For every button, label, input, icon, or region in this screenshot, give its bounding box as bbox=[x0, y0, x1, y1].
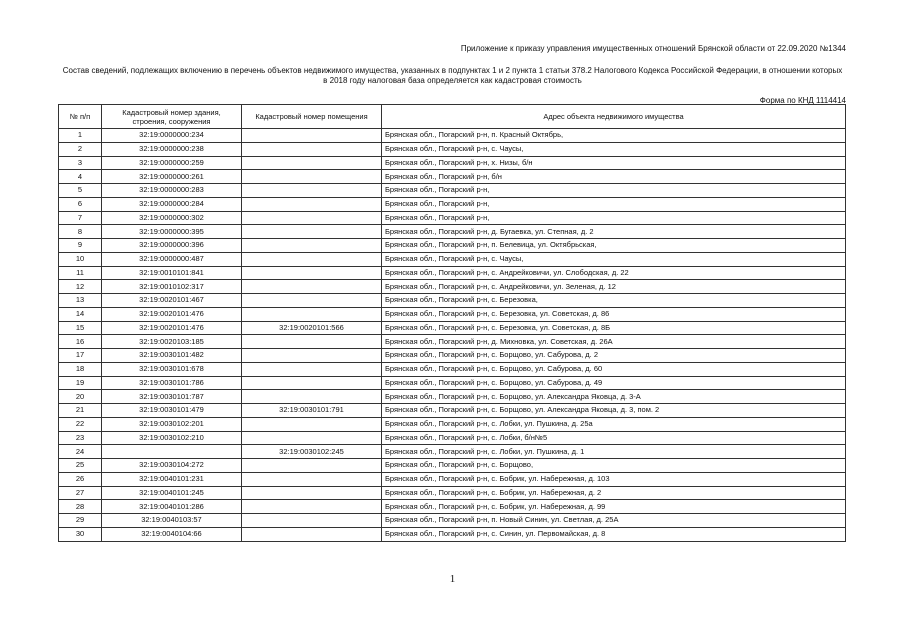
table-row bbox=[59, 211, 846, 225]
table-row bbox=[59, 225, 846, 239]
table-row bbox=[59, 294, 846, 308]
table-row bbox=[59, 459, 846, 473]
table-row bbox=[59, 349, 846, 363]
room-cadastral-cell bbox=[242, 225, 382, 239]
address-cell: Брянская обл., Погарский р-н, с. Бобрик, ул. Набережная, д. 2 bbox=[382, 486, 846, 500]
row-number-cell: 15 bbox=[59, 321, 102, 335]
building-cadastral-cell: 32:19:0040101:286 bbox=[102, 500, 242, 514]
row-number-cell: 4 bbox=[59, 170, 102, 184]
room-cadastral-cell bbox=[242, 527, 382, 541]
room-cadastral-cell bbox=[242, 472, 382, 486]
room-cadastral-cell bbox=[242, 239, 382, 253]
row-number-cell: 8 bbox=[59, 225, 102, 239]
appendix-heading: Приложение к приказу управления имущественных отношений Брянской области от 22.09.2020 №1344 bbox=[460, 44, 846, 53]
address-cell: Брянская обл., Погарский р-н, с. Андрейковичи, ул. Слободская, д. 22 bbox=[382, 266, 846, 280]
row-number-cell: 23 bbox=[59, 431, 102, 445]
address-cell: Брянская обл., Погарский р-н, п. Красный Октябрь, bbox=[382, 129, 846, 143]
building-cadastral-cell: 32:19:0030101:678 bbox=[102, 362, 242, 376]
building-cadastral-cell: 32:19:0000000:284 bbox=[102, 197, 242, 211]
room-cadastral-cell bbox=[242, 376, 382, 390]
address-cell: Брянская обл., Погарский р-н, с. Борщово, ул. Сабурова, д. 2 bbox=[382, 349, 846, 363]
room-cadastral-cell bbox=[242, 156, 382, 170]
row-number-cell: 18 bbox=[59, 362, 102, 376]
address-cell: Брянская обл., Погарский р-н, с. Бобрик, ул. Набережная, д. 99 bbox=[382, 500, 846, 514]
room-cadastral-cell bbox=[242, 362, 382, 376]
property-table bbox=[58, 104, 846, 542]
table-row bbox=[59, 390, 846, 404]
address-cell: Брянская обл., Погарский р-н, б/н bbox=[382, 170, 846, 184]
room-cadastral-cell bbox=[242, 252, 382, 266]
row-number-cell: 12 bbox=[59, 280, 102, 294]
row-number-cell: 26 bbox=[59, 472, 102, 486]
row-number-cell: 21 bbox=[59, 404, 102, 418]
row-number-cell: 19 bbox=[59, 376, 102, 390]
building-cadastral-cell: 32:19:0000000:395 bbox=[102, 225, 242, 239]
table-row bbox=[59, 142, 846, 156]
intro-paragraph: Состав сведений, подлежащих включению в перечень объектов недвижимого имущества, указанных в подпунктах 1 и 2 пункта 1 статьи 378.2 Налогового Кодекса Российской Федерации, в отношении которых в 2018 году налоговая база определяется как кадастровая стоимость bbox=[62, 66, 843, 85]
table-row bbox=[59, 527, 846, 541]
table-row bbox=[59, 431, 846, 445]
table-row bbox=[59, 500, 846, 514]
table-row bbox=[59, 376, 846, 390]
room-cadastral-cell: 32:19:0020101:566 bbox=[242, 321, 382, 335]
address-cell: Брянская обл., Погарский р-н, п. Белевица, ул. Октябрьская, bbox=[382, 239, 846, 253]
building-cadastral-cell: 32:19:0010101:841 bbox=[102, 266, 242, 280]
building-cadastral-cell: 32:19:0000000:396 bbox=[102, 239, 242, 253]
address-cell: Брянская обл., Погарский р-н, bbox=[382, 211, 846, 225]
building-cadastral-cell: 32:19:0040104:66 bbox=[102, 527, 242, 541]
table-row bbox=[59, 335, 846, 349]
address-cell: Брянская обл., Погарский р-н, с. Березовка, ул. Советская, д. 86 bbox=[382, 307, 846, 321]
building-cadastral-cell bbox=[102, 445, 242, 459]
building-cadastral-cell: 32:19:0030102:210 bbox=[102, 431, 242, 445]
table-row bbox=[59, 184, 846, 198]
address-cell: Брянская обл., Погарский р-н, с. Борщово, ул. Александра Яковца, д. 3-А bbox=[382, 390, 846, 404]
building-cadastral-cell: 32:19:0000000:302 bbox=[102, 211, 242, 225]
row-number-cell: 24 bbox=[59, 445, 102, 459]
building-cadastral-cell: 32:19:0000000:234 bbox=[102, 129, 242, 143]
address-cell: Брянская обл., Погарский р-н, п. Новый Синин, ул. Светлая, д. 25А bbox=[382, 514, 846, 528]
building-cadastral-cell: 32:19:0030102:201 bbox=[102, 417, 242, 431]
row-number-cell: 6 bbox=[59, 197, 102, 211]
column-header-number: № п/п bbox=[59, 105, 102, 129]
building-cadastral-cell: 32:19:0030101:482 bbox=[102, 349, 242, 363]
row-number-cell: 9 bbox=[59, 239, 102, 253]
room-cadastral-cell bbox=[242, 390, 382, 404]
room-cadastral-cell bbox=[242, 335, 382, 349]
table-row bbox=[59, 362, 846, 376]
room-cadastral-cell bbox=[242, 514, 382, 528]
row-number-cell: 30 bbox=[59, 527, 102, 541]
room-cadastral-cell bbox=[242, 417, 382, 431]
room-cadastral-cell: 32:19:0030102:245 bbox=[242, 445, 382, 459]
room-cadastral-cell bbox=[242, 431, 382, 445]
table-row bbox=[59, 445, 846, 459]
table-row bbox=[59, 197, 846, 211]
building-cadastral-cell: 32:19:0030101:787 bbox=[102, 390, 242, 404]
row-number-cell: 16 bbox=[59, 335, 102, 349]
table-row bbox=[59, 486, 846, 500]
address-cell: Брянская обл., Погарский р-н, с. Лобки, ул. Пушкина, д. 25а bbox=[382, 417, 846, 431]
room-cadastral-cell bbox=[242, 500, 382, 514]
room-cadastral-cell bbox=[242, 211, 382, 225]
address-cell: Брянская обл., Погарский р-н, с. Березовка, bbox=[382, 294, 846, 308]
room-cadastral-cell bbox=[242, 459, 382, 473]
address-cell: Брянская обл., Погарский р-н, с. Чаусы, bbox=[382, 142, 846, 156]
building-cadastral-cell: 32:19:0000000:261 bbox=[102, 170, 242, 184]
table-row bbox=[59, 156, 846, 170]
room-cadastral-cell bbox=[242, 129, 382, 143]
row-number-cell: 22 bbox=[59, 417, 102, 431]
room-cadastral-cell bbox=[242, 184, 382, 198]
building-cadastral-cell: 32:19:0000000:487 bbox=[102, 252, 242, 266]
form-code-label: Форма по КНД 1114414 bbox=[759, 96, 846, 105]
room-cadastral-cell bbox=[242, 486, 382, 500]
table-row bbox=[59, 266, 846, 280]
room-cadastral-cell bbox=[242, 197, 382, 211]
row-number-cell: 20 bbox=[59, 390, 102, 404]
row-number-cell: 13 bbox=[59, 294, 102, 308]
table-header-row bbox=[59, 105, 846, 129]
address-cell: Брянская обл., Погарский р-н, д. Бугаевка, ул. Степная, д. 2 bbox=[382, 225, 846, 239]
table-row bbox=[59, 129, 846, 143]
table-row bbox=[59, 239, 846, 253]
room-cadastral-cell bbox=[242, 307, 382, 321]
column-header-building-cadastral: Кадастровый номер здания, строения, сооружения bbox=[102, 105, 242, 129]
table-row bbox=[59, 252, 846, 266]
address-cell: Брянская обл., Погарский р-н, с. Андрейковичи, ул. Зеленая, д. 12 bbox=[382, 280, 846, 294]
building-cadastral-cell: 32:19:0020101:467 bbox=[102, 294, 242, 308]
column-header-address: Адрес объекта недвижимого имущества bbox=[382, 105, 846, 129]
table-row bbox=[59, 170, 846, 184]
room-cadastral-cell bbox=[242, 349, 382, 363]
room-cadastral-cell bbox=[242, 170, 382, 184]
address-cell: Брянская обл., Погарский р-н, с. Березовка, ул. Советская, д. 8Б bbox=[382, 321, 846, 335]
row-number-cell: 7 bbox=[59, 211, 102, 225]
table-body bbox=[59, 129, 846, 542]
table-row bbox=[59, 514, 846, 528]
building-cadastral-cell: 32:19:0000000:238 bbox=[102, 142, 242, 156]
row-number-cell: 25 bbox=[59, 459, 102, 473]
building-cadastral-cell: 32:19:0020101:476 bbox=[102, 307, 242, 321]
building-cadastral-cell: 32:19:0040101:231 bbox=[102, 472, 242, 486]
address-cell: Брянская обл., Погарский р-н, с. Борщово, ул. Сабурова, д. 49 bbox=[382, 376, 846, 390]
building-cadastral-cell: 32:19:0030101:786 bbox=[102, 376, 242, 390]
building-cadastral-cell: 32:19:0010102:317 bbox=[102, 280, 242, 294]
row-number-cell: 1 bbox=[59, 129, 102, 143]
room-cadastral-cell bbox=[242, 142, 382, 156]
building-cadastral-cell: 32:19:0030101:479 bbox=[102, 404, 242, 418]
address-cell: Брянская обл., Погарский р-н, с. Лобки, б/н№5 bbox=[382, 431, 846, 445]
room-cadastral-cell bbox=[242, 294, 382, 308]
table-row bbox=[59, 417, 846, 431]
building-cadastral-cell: 32:19:0040103:57 bbox=[102, 514, 242, 528]
address-cell: Брянская обл., Погарский р-н, с. Бобрик, ул. Набережная, д. 103 bbox=[382, 472, 846, 486]
table-row bbox=[59, 307, 846, 321]
table-row bbox=[59, 404, 846, 418]
address-cell: Брянская обл., Погарский р-н, с. Синин, ул. Первомайская, д. 8 bbox=[382, 527, 846, 541]
building-cadastral-cell: 32:19:0020101:476 bbox=[102, 321, 242, 335]
row-number-cell: 2 bbox=[59, 142, 102, 156]
address-cell: Брянская обл., Погарский р-н, х. Низы, б/н bbox=[382, 156, 846, 170]
address-cell: Брянская обл., Погарский р-н, с. Борщово, ул. Сабурова, д. 60 bbox=[382, 362, 846, 376]
table-row bbox=[59, 472, 846, 486]
building-cadastral-cell: 32:19:0000000:259 bbox=[102, 156, 242, 170]
address-cell: Брянская обл., Погарский р-н, bbox=[382, 197, 846, 211]
building-cadastral-cell: 32:19:0020103:185 bbox=[102, 335, 242, 349]
row-number-cell: 10 bbox=[59, 252, 102, 266]
address-cell: Брянская обл., Погарский р-н, с. Борщово, ул. Александра Яковца, д. 3, пом. 2 bbox=[382, 404, 846, 418]
row-number-cell: 3 bbox=[59, 156, 102, 170]
page-number: 1 bbox=[449, 573, 456, 585]
row-number-cell: 29 bbox=[59, 514, 102, 528]
building-cadastral-cell: 32:19:0040101:245 bbox=[102, 486, 242, 500]
address-cell: Брянская обл., Погарский р-н, с. Лобки, ул. Пушкина, д. 1 bbox=[382, 445, 846, 459]
address-cell: Брянская обл., Погарский р-н, с. Борщово, bbox=[382, 459, 846, 473]
row-number-cell: 27 bbox=[59, 486, 102, 500]
table-row bbox=[59, 321, 846, 335]
column-header-room-cadastral: Кадастровый номер помещения bbox=[242, 105, 382, 129]
address-cell: Брянская обл., Погарский р-н, д. Михновка, ул. Советская, д. 26А bbox=[382, 335, 846, 349]
room-cadastral-cell: 32:19:0030101:791 bbox=[242, 404, 382, 418]
row-number-cell: 28 bbox=[59, 500, 102, 514]
row-number-cell: 17 bbox=[59, 349, 102, 363]
address-cell: Брянская обл., Погарский р-н, с. Чаусы, bbox=[382, 252, 846, 266]
room-cadastral-cell bbox=[242, 266, 382, 280]
building-cadastral-cell: 32:19:0030104:272 bbox=[102, 459, 242, 473]
table-row bbox=[59, 280, 846, 294]
room-cadastral-cell bbox=[242, 280, 382, 294]
row-number-cell: 5 bbox=[59, 184, 102, 198]
row-number-cell: 14 bbox=[59, 307, 102, 321]
row-number-cell: 11 bbox=[59, 266, 102, 280]
address-cell: Брянская обл., Погарский р-н, bbox=[382, 184, 846, 198]
building-cadastral-cell: 32:19:0000000:283 bbox=[102, 184, 242, 198]
